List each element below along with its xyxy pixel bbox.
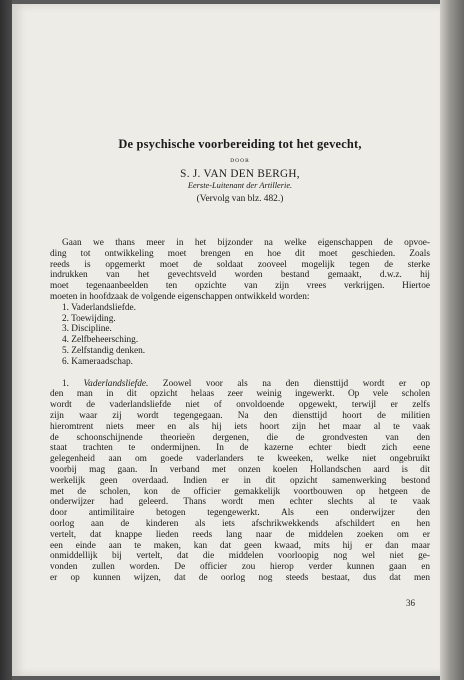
signature-mark: 36: [406, 598, 415, 608]
article-title: De psychische voorbereiding tot het gevecht,: [118, 137, 362, 151]
article-body: [50, 238, 430, 584]
text-line: onmiddellijk bij vertelt, dat die middelen voorloopig nog wel niet ge-: [50, 551, 430, 562]
text-line: reeds is opgemerkt moet de soldaat zooveel mogelijk tegen de sterke: [50, 259, 430, 270]
continuation-note: (Vervolg van blz. 482.): [196, 194, 284, 204]
text-line: den man in dit opzicht helaas zeer weinig ingewerkt. Op vele scholen: [50, 389, 430, 400]
text-line: ding tot ontwikkeling moet brengen en hoe dit moet geschieden. Zoals: [50, 248, 430, 259]
list-item: 1. Vaderlandsliefde.: [62, 302, 136, 313]
text-line: moeten in hoofdzaak de volgende eigenschappen ontwikkeld worden:: [50, 291, 310, 302]
text-line: oorlog aan de kinderen als iets afschrikwekkends afschildert en hen: [50, 518, 430, 529]
text-line: met de scholen, kon de officier gemakkelijk voortbouwen op hetgeen de: [50, 486, 430, 497]
list-item: 5. Zelfstandig denken.: [62, 345, 146, 356]
text-line: hieromtrent niets meer en als hij iets hoort zijn het maar al te vaak: [50, 421, 430, 432]
section-number: 1.: [62, 378, 69, 389]
text-line: er op kunnen wijzen, dat de oorlog nog steeds bestaat, dus dat men: [50, 572, 430, 583]
byline-label: DOOR: [230, 158, 250, 164]
text-line: gelegenheid aan om goede vaderlanders te kweeken, welke niet ongebruikt: [50, 454, 430, 465]
section-first-line: [50, 379, 430, 390]
list-item: 6. Kameraadschap.: [62, 356, 133, 367]
text-line: moet tegenaanbeelden ten opzichte van zijn vrees verkrijgen. Hiertoe: [50, 281, 430, 292]
text-line: werkelijk geen overdaad. Indien er in dit opzicht samenwerking bestond: [50, 475, 430, 486]
article-header: [60, 137, 420, 204]
text-line: wordt de vaderlandsliefde niet of onvoldoende opgewekt, terwijl er zelfs: [50, 400, 430, 411]
text-line: vonden zullen worden. De officier zou hierop verder kunnen gaan en: [50, 562, 430, 573]
text-line: door antimilitaire betogen tegengewerkt. Als een onderwijzer den: [50, 508, 430, 519]
text-line: voorbij mag gaan. In verband met onzen koelen Hollandschen aard is dit: [50, 464, 430, 475]
list-item: 3. Discipline.: [62, 324, 112, 335]
text-line: zijn waar zij wordt tegengegaan. Na den diensttijd hoort de militien: [50, 410, 430, 421]
list-item: 2. Toewijding.: [62, 313, 116, 324]
section-first-line-text: Zoowel voor als na den diensttijd wordt er op: [162, 378, 430, 389]
author-rank: Eerste-Luitenant der Artillerie.: [187, 181, 293, 190]
text-line: de schoonschijnende theorieën dergenen, die de grondvesten van den: [50, 432, 430, 443]
author-name: S. J. VAN DEN BERGH,: [180, 168, 300, 180]
qualities-list: [50, 303, 430, 368]
intro-paragraph: [50, 238, 430, 303]
text-line: onderwijzer had geleerd. Thans wordt men echter slechts al te vaak: [50, 497, 430, 508]
text-line: indrukken van het gevechtsveld worden bestand gemaakt, d.w.z. hij: [50, 270, 430, 281]
list-item: 4. Zelfbeheersching.: [62, 335, 139, 346]
book-spine-shadow: [0, 0, 12, 680]
text-line: Gaan we thans meer in het bijzonder na welke eigenschappen de opvoe-: [62, 238, 430, 248]
text-line: een einde aan te maken, kan dat geen kwaad, mits hij er dan maar: [50, 540, 430, 551]
section-heading: Vaderlandsliefde.: [83, 378, 149, 389]
text-line: staat trachten te ondermijnen. In de kazerne echter biedt zich eene: [50, 443, 430, 454]
section-paragraph: [50, 379, 430, 584]
text-line: vertelt, dat knappe lieden reeds lang naar de middelen zoeken om er: [50, 529, 430, 540]
page-stack-edge: [440, 0, 464, 680]
